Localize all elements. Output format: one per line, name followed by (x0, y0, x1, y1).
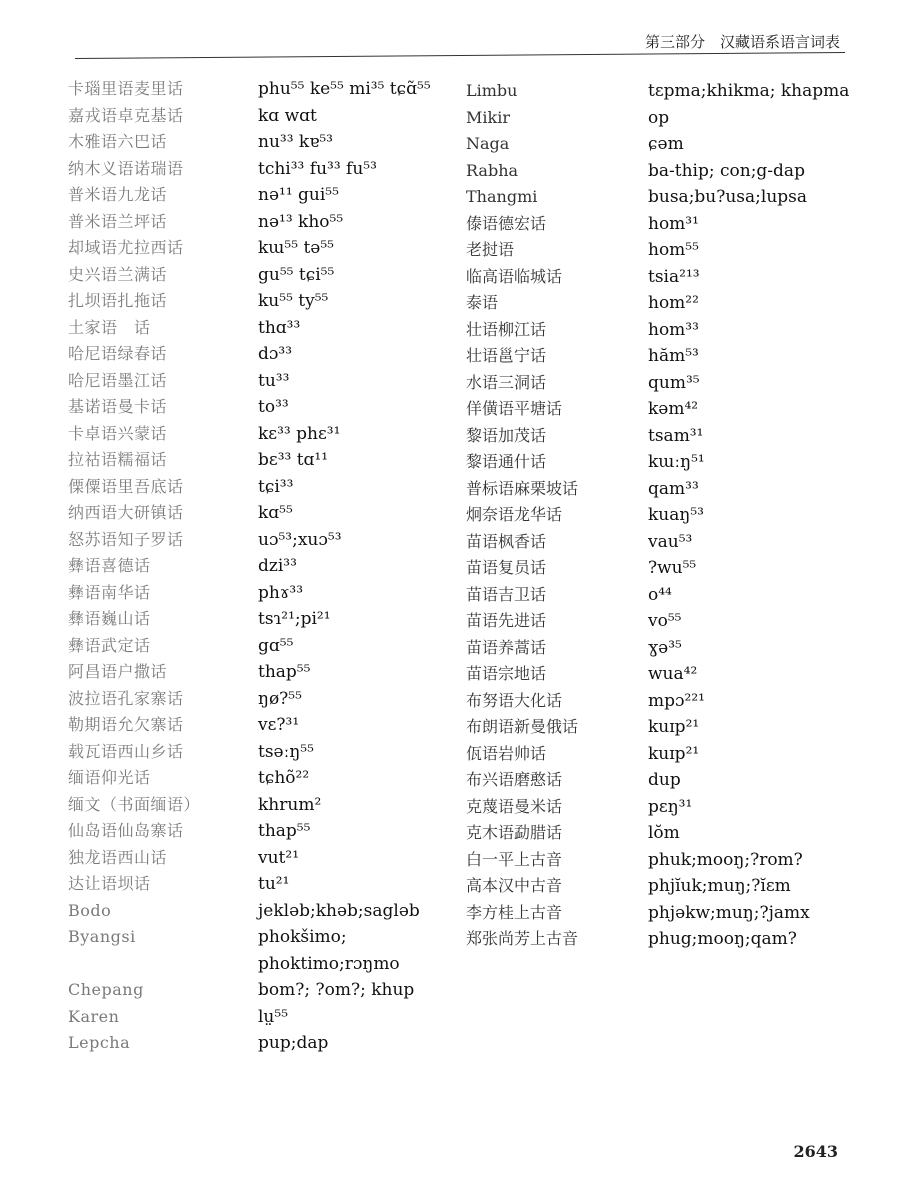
word-form: tsəːŋ⁵⁵ (258, 741, 314, 762)
word-form: ŋø?⁵⁵ (258, 688, 302, 709)
language-name: 苗语复员话 (466, 558, 547, 577)
entry-row (466, 767, 856, 794)
entry-row (68, 898, 460, 925)
entry-row (68, 924, 460, 977)
entry-row (466, 502, 856, 529)
entry-row (68, 129, 460, 156)
entry-row (68, 209, 460, 236)
word-form: o⁴⁴ (648, 584, 672, 605)
entry-row (466, 820, 856, 847)
language-name: 哈尼语墨江话 (68, 370, 168, 390)
word-form: nə¹³ kho⁵⁵ (258, 211, 344, 232)
word-form: kɑ wɑt (258, 105, 317, 126)
entry-row (68, 818, 460, 845)
entry-row (466, 873, 856, 900)
word-form: hom³³ (648, 319, 699, 340)
entry-row (466, 343, 856, 370)
language-name: 克木语勐腊话 (466, 823, 563, 842)
entry-row (466, 582, 856, 609)
language-name: 达让语坝话 (68, 874, 151, 893)
entry-row (466, 794, 856, 821)
entry-row (68, 659, 460, 686)
language-name: 仙岛语仙岛寨话 (68, 821, 184, 840)
entry-row (68, 235, 460, 262)
entry-row (466, 184, 856, 211)
word-form: tsam³¹ (648, 425, 704, 446)
language-name: 佯僙语平塘话 (466, 399, 563, 418)
language-name: Thangmi (466, 187, 538, 206)
entry-row (466, 608, 856, 635)
entry-row (466, 688, 856, 715)
word-form: dup (648, 770, 681, 790)
language-name: 卡瑙里语麦里话 (68, 79, 184, 98)
entry-row (68, 394, 460, 421)
language-name: 郑张尚芳上古音 (466, 929, 579, 948)
word-form: vau⁵³ (648, 531, 693, 552)
entry-row (466, 158, 856, 185)
word-form: phɤ³³ (258, 582, 304, 603)
language-name: 却域语尤拉西话 (68, 238, 184, 257)
word-form: tɛpma;khikma; khapma (648, 81, 850, 101)
entry-row (466, 635, 856, 662)
entry-row (466, 847, 856, 874)
entry-row (68, 792, 460, 819)
entry-row (68, 288, 460, 315)
language-name: 拉祜语糯福话 (68, 450, 168, 469)
language-name: 彝语南华话 (68, 582, 151, 602)
word-form: hom³¹ (648, 213, 699, 234)
language-name: 纳木义语诺瑞语 (68, 158, 184, 178)
word-form: thɑ³³ (258, 317, 301, 338)
entry-row (68, 368, 460, 395)
entry-row (466, 661, 856, 688)
entry-row (68, 76, 460, 103)
language-name: 布兴语磨憨话 (466, 770, 563, 789)
word-form: pup;dap (258, 1033, 329, 1053)
word-form: kɯːŋ⁵¹ (648, 452, 705, 472)
entry-row (466, 741, 856, 768)
entry-row (68, 712, 460, 739)
language-name: 炯奈语龙华话 (466, 505, 563, 524)
language-name: 傈僳语里吾底话 (68, 476, 184, 496)
word-form: phuk;mooŋ;?rom? (648, 849, 803, 870)
word-form: phjĭuk;muŋ;?ĭɛm (648, 876, 791, 896)
word-form: op (648, 107, 670, 128)
language-name: 布努语大化话 (466, 690, 563, 710)
entry-row (68, 845, 460, 872)
language-name: 水语三洞话 (466, 372, 547, 392)
entry-row (68, 421, 460, 448)
language-name: 怒苏语知子罗话 (68, 529, 184, 549)
word-form: vut²¹ (258, 847, 300, 868)
language-name: 普米语兰坪话 (68, 211, 168, 231)
language-name: 李方桂上古音 (466, 902, 563, 922)
language-name: 壮语柳江话 (466, 319, 547, 339)
language-name: 缅语仰光话 (68, 768, 151, 787)
entry-row (466, 237, 856, 264)
entry-row (68, 315, 460, 342)
entry-row (68, 765, 460, 792)
word-form: ?wu⁵⁵ (648, 558, 697, 578)
entry-row (466, 926, 856, 953)
word-form: phug;mooŋ;qam? (648, 929, 797, 949)
word-form: hăm⁵³ (648, 346, 699, 366)
language-name: 缅文（书面缅语） (68, 794, 201, 814)
word-form: lṳ⁵⁵ (258, 1006, 289, 1027)
language-name: 泰语 (466, 293, 499, 312)
entry-row (466, 290, 856, 317)
header-rule (75, 52, 845, 59)
entry-row (466, 264, 856, 291)
word-form: phjəkw;muŋ;?jamx (648, 902, 810, 923)
word-form: gu⁵⁵ tɕi⁵⁵ (258, 264, 335, 285)
entry-row (68, 474, 460, 501)
word-form: busa;bu?usa;lupsa (648, 187, 808, 207)
word-form: mpɔ²²¹ (648, 690, 705, 711)
language-name: Limbu (466, 81, 518, 100)
left-column (68, 76, 460, 1057)
word-form: gɑ⁵⁵ (258, 635, 294, 656)
language-name: 壮语邕宁话 (466, 346, 547, 365)
language-name: 纳西语大研镇话 (68, 503, 184, 522)
entry-row (68, 103, 460, 130)
word-form: kɯ⁵⁵ tə⁵⁵ (258, 238, 334, 258)
language-name: 苗语养蒿话 (466, 637, 547, 657)
entry-row (466, 529, 856, 556)
language-name: 载瓦语西山乡话 (68, 741, 184, 761)
word-form: phokšimo; phoktimo;rɔŋmo (258, 927, 400, 974)
word-form: nu³³ kɐ⁵³ (258, 132, 333, 152)
language-name: 克蔑语曼米话 (466, 796, 563, 816)
word-form: thap⁵⁵ (258, 821, 311, 841)
entry-row (466, 131, 856, 158)
entry-row (68, 527, 460, 554)
word-form: qum³⁵ (648, 372, 700, 393)
language-name: Mikir (466, 107, 510, 127)
running-header: 第三部分 汉藏语系语言词表 (644, 33, 840, 51)
entry-row (466, 78, 856, 105)
word-form: ɕəm (648, 134, 684, 154)
entry-row (68, 447, 460, 474)
language-name: 彝语武定话 (68, 635, 151, 655)
entry-row (68, 871, 460, 898)
language-name: 土家语 话 (68, 317, 151, 337)
word-form: tsia²¹³ (648, 266, 700, 287)
word-form: ɣə³⁵ (648, 637, 682, 658)
word-form: bɛ³³ tɑ¹¹ (258, 450, 329, 470)
word-form: ku⁵⁵ ty⁵⁵ (258, 291, 329, 311)
language-name: 苗语先进话 (466, 611, 547, 630)
language-name: 哈尼语绿春话 (68, 344, 168, 363)
language-name: 白一平上古音 (466, 849, 563, 869)
language-name: 彝语巍山话 (68, 609, 151, 628)
word-form: kɛ³³ phɛ³¹ (258, 423, 341, 444)
language-name: 临高语临城话 (466, 266, 563, 286)
language-name: 扎坝语扎拖话 (68, 291, 168, 310)
word-form: to³³ (258, 397, 289, 417)
language-name: 苗语枫香话 (466, 531, 547, 551)
language-name: 普米语九龙话 (68, 185, 168, 204)
language-name: 佤语岩帅话 (466, 743, 547, 763)
language-name: 嘉戎语卓克基话 (68, 105, 184, 125)
entry-row (68, 686, 460, 713)
word-form: ba-thip; con;g-dap (648, 160, 805, 181)
word-form: qam³³ (648, 478, 699, 499)
language-name: Bodo (68, 900, 112, 920)
entry-row (68, 500, 460, 527)
language-name: 布朗语新曼俄话 (466, 717, 579, 736)
word-form: vɛ?³¹ (258, 715, 300, 735)
right-column (466, 78, 856, 953)
word-form: hom²² (648, 293, 699, 313)
language-name: 史兴语兰满话 (68, 264, 168, 284)
entry-row (68, 1004, 460, 1031)
word-form: tu³³ (258, 370, 290, 391)
word-form: khrum² (258, 794, 322, 815)
language-name: 独龙语西山话 (68, 847, 168, 867)
word-form: phu⁵⁵ ke⁵⁵ mi³⁵ tɕɑ̃⁵⁵ (258, 79, 431, 99)
language-name: 波拉语孔家寨话 (68, 688, 184, 708)
language-name: Lepcha (68, 1033, 131, 1052)
entry-row (68, 182, 460, 209)
language-name: 普标语麻栗坡话 (466, 478, 579, 498)
language-name: Karen (68, 1006, 120, 1026)
entry-row (466, 714, 856, 741)
entry-row (68, 341, 460, 368)
entry-row (466, 900, 856, 927)
language-name: Rabha (466, 160, 519, 180)
word-form: nə¹¹ gui⁵⁵ (258, 185, 339, 205)
language-name: 苗语宗地话 (466, 664, 547, 683)
entry-row (68, 633, 460, 660)
language-name: 苗语吉卫话 (466, 584, 547, 604)
entry-row (68, 262, 460, 289)
entry-row (466, 370, 856, 397)
language-name: Naga (466, 134, 510, 153)
entry-row (68, 1030, 460, 1057)
entry-row (466, 476, 856, 503)
language-name: Byangsi (68, 927, 136, 946)
language-name: 木雅语六巴话 (68, 132, 168, 151)
word-form: thap⁵⁵ (258, 662, 311, 682)
language-name: 老挝语 (466, 240, 515, 259)
entry-row (68, 156, 460, 183)
word-form: kəm⁴² (648, 399, 699, 419)
entry-row (68, 739, 460, 766)
language-name: Chepang (68, 980, 144, 999)
entry-row (466, 423, 856, 450)
language-name: 基诺语曼卡话 (68, 397, 168, 416)
word-form: tsɿ²¹;pi²¹ (258, 609, 331, 629)
language-name: 黎语加茂话 (466, 425, 547, 445)
word-form: hom⁵⁵ (648, 240, 699, 260)
language-name: 卡卓语兴蒙话 (68, 423, 168, 443)
word-form: kuɪp²¹ (648, 717, 700, 737)
word-form: pɛŋ³¹ (648, 796, 693, 817)
language-name: 高本汉中古音 (466, 876, 563, 895)
entry-row (466, 105, 856, 132)
language-name: 黎语通什话 (466, 452, 547, 471)
word-form: tchi³³ fu³³ fu⁵³ (258, 158, 377, 179)
word-form: kuaŋ⁵³ (648, 505, 704, 525)
word-form: wua⁴² (648, 664, 698, 684)
word-form: uɔ⁵³;xuɔ⁵³ (258, 529, 342, 550)
entry-row (466, 555, 856, 582)
language-name: 傣语德宏话 (466, 213, 547, 233)
word-form: tɕhõ²² (258, 768, 310, 788)
page-number: 2643 (793, 1142, 838, 1161)
word-form: kuɪp²¹ (648, 743, 700, 764)
language-name: 彝语喜德话 (68, 556, 151, 575)
word-form: tɕi³³ (258, 476, 294, 497)
word-form: bom?; ?om?; khup (258, 980, 415, 1000)
word-form: lŏm (648, 823, 680, 843)
entry-row (68, 977, 460, 1004)
word-form: dzi³³ (258, 556, 297, 576)
entry-row (466, 317, 856, 344)
word-form: kɑ⁵⁵ (258, 503, 293, 523)
entry-row (68, 553, 460, 580)
word-form: dɔ³³ (258, 344, 293, 364)
language-name: 阿昌语户撒话 (68, 662, 168, 681)
word-form: vo⁵⁵ (648, 611, 682, 631)
language-name: 勒期语允欠寨话 (68, 715, 184, 734)
entry-row (68, 606, 460, 633)
entry-row (466, 396, 856, 423)
entry-row (466, 449, 856, 476)
entry-row (466, 211, 856, 238)
word-form: jekləb;khəb;sagləb (258, 900, 420, 921)
entry-row (68, 580, 460, 607)
word-form: tu²¹ (258, 874, 290, 894)
